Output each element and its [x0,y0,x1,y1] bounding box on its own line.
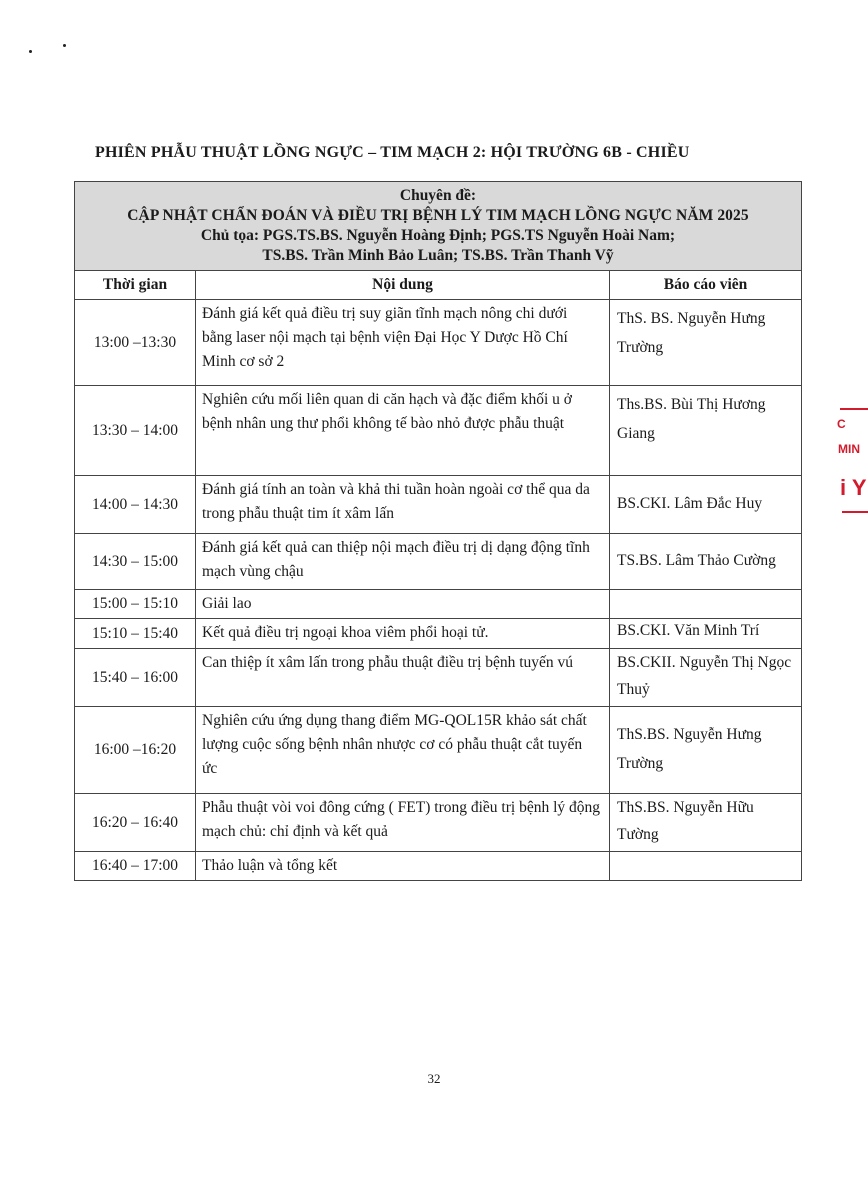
content-cell: Can thiệp ít xâm lấn trong phẫu thuật điều trị bệnh tuyến vú [196,649,610,707]
time-cell: 15:10 – 15:40 [75,619,196,649]
table-row [75,852,802,881]
time-cell: 15:00 – 15:10 [75,590,196,619]
table-row [75,590,802,619]
table-row [75,534,802,590]
content-cell: Phẫu thuật vòi voi đông cứng ( FET) trong điều trị bệnh lý động mạch chủ: chỉ định và kết quả [196,794,610,852]
table-row [75,619,802,649]
stamp-fragment [832,405,868,517]
stamp-text-mid: MIN [838,442,860,456]
table-row [75,386,802,476]
column-header-time: Thời gian [75,271,196,300]
speaker-cell: ThS.BS. Nguyễn Hữu Tường [610,794,802,852]
scan-speck [29,50,32,53]
stamp-rule [840,408,868,410]
speaker-cell: BS.CKII. Nguyễn Thị Ngọc Thuỷ [610,649,802,707]
scan-speck [63,44,66,47]
banner-chairs-line2: TS.BS. Trần Minh Bảo Luân; TS.BS. Trần Thanh Vỹ [262,246,614,264]
table-row [75,476,802,534]
page-number: 32 [427,1071,441,1086]
time-cell: 16:40 – 17:00 [75,852,196,881]
column-header-speaker: Báo cáo viên [610,271,802,300]
banner-chairs-line1: Chủ tọa: PGS.TS.BS. Nguyễn Hoàng Định; PGS.TS Nguyễn Hoài Nam; [200,226,676,244]
table-row [75,649,802,707]
time-cell: 14:00 – 14:30 [75,476,196,534]
content-cell: Kết quả điều trị ngoại khoa viêm phổi hoại tử. [196,619,610,649]
speaker-cell: TS.BS. Lâm Thảo Cường [610,534,802,590]
speaker-cell [610,590,802,619]
content-cell: Thảo luận và tổng kết [196,852,610,881]
session-heading: PHIÊN PHẪU THUẬT LỒNG NGỰC – TIM MẠCH 2: HỘI TRƯỜNG 6B - CHIỀU [95,144,690,161]
content-cell: Nghiên cứu mối liên quan di căn hạch và đặc điểm khối u ở bệnh nhân ung thư phổi không tế bào nhỏ được phẫu thuật [196,386,610,476]
table-row [75,707,802,794]
speaker-cell: ThS.BS. Nguyễn Hưng Trường [610,707,802,794]
topic-banner [75,182,802,271]
content-cell: Đánh giá kết quả điều trị suy giãn tĩnh mạch nông chi dưới bằng laser nội mạch tại bệnh viện Đại Học Y Dược Hồ Chí Minh cơ sở 2 [196,300,610,386]
schedule-table [74,181,802,881]
column-header-content: Nội dung [196,271,610,300]
time-cell: 15:40 – 16:00 [75,649,196,707]
banner-label: Chuyên đề: [399,186,477,204]
header-row [75,271,802,300]
content-cell: Giải lao [196,590,610,619]
content-cell: Đánh giá kết quả can thiệp nội mạch điều trị dị dạng động tĩnh mạch vùng chậu [196,534,610,590]
banner-row [75,182,802,271]
table-row [75,794,802,852]
stamp-text-bottom: i Y [840,475,867,500]
content-cell: Đánh giá tính an toàn và khả thi tuần hoàn ngoài cơ thể qua da trong phẫu thuật tim ít xâm lấn [196,476,610,534]
speaker-cell: ThS. BS. Nguyễn Hưng Trường [610,300,802,386]
speaker-cell: BS.CKI. Văn Minh Trí [610,619,802,649]
table-row [75,300,802,386]
time-cell: 14:30 – 15:00 [75,534,196,590]
speaker-cell: Ths.BS. Bùi Thị Hương Giang [610,386,802,476]
time-cell: 16:00 –16:20 [75,707,196,794]
time-cell: 13:30 – 14:00 [75,386,196,476]
stamp-rule [842,511,868,513]
stamp-text-top: C [837,417,846,431]
time-cell: 16:20 – 16:40 [75,794,196,852]
speaker-cell: BS.CKI. Lâm Đắc Huy [610,476,802,534]
content-cell: Nghiên cứu ứng dụng thang điểm MG-QOL15R khảo sát chất lượng cuộc sống bệnh nhân nhược cơ có phẫu thuật cắt tuyến ức [196,707,610,794]
banner-title: CẬP NHẬT CHẨN ĐOÁN VÀ ĐIỀU TRỊ BỆNH LÝ TIM MẠCH LỒNG NGỰC NĂM 2025 [127,206,749,224]
speaker-cell [610,852,802,881]
time-cell: 13:00 –13:30 [75,300,196,386]
